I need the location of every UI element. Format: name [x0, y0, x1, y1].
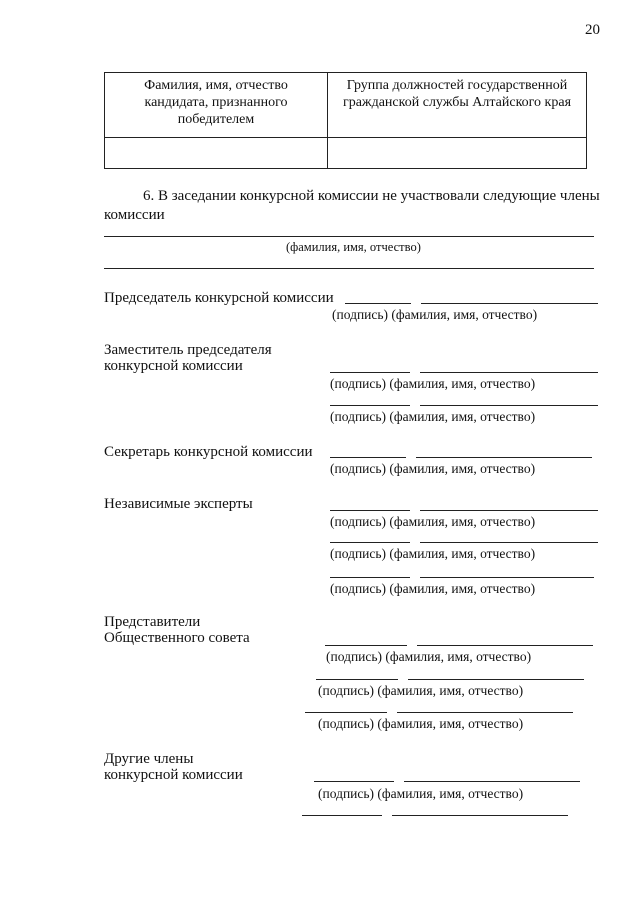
expert-signature-line-3[interactable] — [330, 577, 410, 578]
expert-signature-line-2[interactable] — [330, 542, 410, 543]
deputy-label-line2: конкурсной комиссии — [104, 358, 243, 374]
deputy-name-line-1[interactable] — [420, 372, 598, 373]
secretary-label: Секретарь конкурсной комиссии — [104, 444, 313, 460]
chairman-signature-line[interactable] — [345, 303, 411, 304]
public-name-line-3[interactable] — [397, 712, 573, 713]
public-name-line-2[interactable] — [408, 679, 584, 680]
expert-sign-caption-2: (подпись) (фамилия, имя, отчество) — [330, 546, 536, 561]
other-members-label-line2: конкурсной комиссии — [104, 767, 243, 783]
deputy-signature-line-2[interactable] — [330, 405, 410, 406]
chairman-sign-caption: (подпись) (фамилия, имя, отчество) — [332, 307, 538, 322]
public-council-label-line2: Общественного совета — [104, 630, 250, 646]
deputy-sign-caption-2: (подпись) (фамилия, имя, отчество) — [330, 409, 536, 424]
expert-sign-caption-3: (подпись) (фамилия, имя, отчество) — [330, 581, 536, 596]
other-signature-line-1[interactable] — [314, 781, 394, 782]
deputy-signature-line-1[interactable] — [330, 372, 410, 373]
public-sign-caption-2: (подпись) (фамилия, имя, отчество) — [318, 683, 524, 698]
expert-name-line-2[interactable] — [420, 542, 598, 543]
expert-sign-caption-1: (подпись) (фамилия, имя, отчество) — [330, 514, 536, 529]
public-council-label-line1: Представители — [104, 614, 201, 630]
public-signature-line-2[interactable] — [316, 679, 398, 680]
chairman-name-line[interactable] — [421, 303, 598, 304]
other-name-line-1[interactable] — [404, 781, 580, 782]
page-number: 20 — [585, 22, 600, 38]
secretary-sign-caption: (подпись) (фамилия, имя, отчество) — [330, 461, 536, 476]
other-name-line-2[interactable] — [392, 815, 568, 816]
experts-label: Независимые эксперты — [104, 496, 253, 512]
deputy-label-line1: Заместитель председателя — [104, 342, 272, 358]
table-header-candidate: Фамилия, имя, отчество кандидата, признанного победителем — [105, 73, 328, 138]
absent-members-line-1[interactable] — [104, 236, 594, 237]
winner-table — [104, 72, 587, 169]
public-name-line-1[interactable] — [417, 645, 593, 646]
expert-signature-line-1[interactable] — [330, 510, 410, 511]
secretary-name-line[interactable] — [416, 457, 592, 458]
absent-members-caption: (фамилия, имя, отчество) — [286, 240, 421, 254]
table-header-row — [105, 73, 587, 138]
other-signature-line-2[interactable] — [302, 815, 382, 816]
section6-text-line1: 6. В заседании конкурсной комиссии не участвовали следующие члены — [143, 188, 600, 204]
table-cell-candidate[interactable] — [105, 138, 328, 169]
table-row — [105, 138, 587, 169]
public-sign-caption-1: (подпись) (фамилия, имя, отчество) — [326, 649, 532, 664]
section6-text-line2: комиссии — [104, 207, 165, 223]
table-cell-position-group[interactable] — [328, 138, 587, 169]
other-sign-caption-1: (подпись) (фамилия, имя, отчество) — [318, 786, 524, 801]
table-header-position-group: Группа должностей государственной гражданской службы Алтайского края — [328, 73, 587, 138]
absent-members-line-2[interactable] — [104, 268, 594, 269]
expert-name-line-1[interactable] — [420, 510, 598, 511]
public-signature-line-3[interactable] — [305, 712, 387, 713]
expert-name-line-3[interactable] — [420, 577, 594, 578]
secretary-signature-line[interactable] — [330, 457, 406, 458]
deputy-name-line-2[interactable] — [420, 405, 598, 406]
other-members-label-line1: Другие члены — [104, 751, 194, 767]
deputy-sign-caption-1: (подпись) (фамилия, имя, отчество) — [330, 376, 536, 391]
public-sign-caption-3: (подпись) (фамилия, имя, отчество) — [318, 716, 524, 731]
public-signature-line-1[interactable] — [325, 645, 407, 646]
chairman-label: Председатель конкурсной комиссии — [104, 290, 334, 306]
